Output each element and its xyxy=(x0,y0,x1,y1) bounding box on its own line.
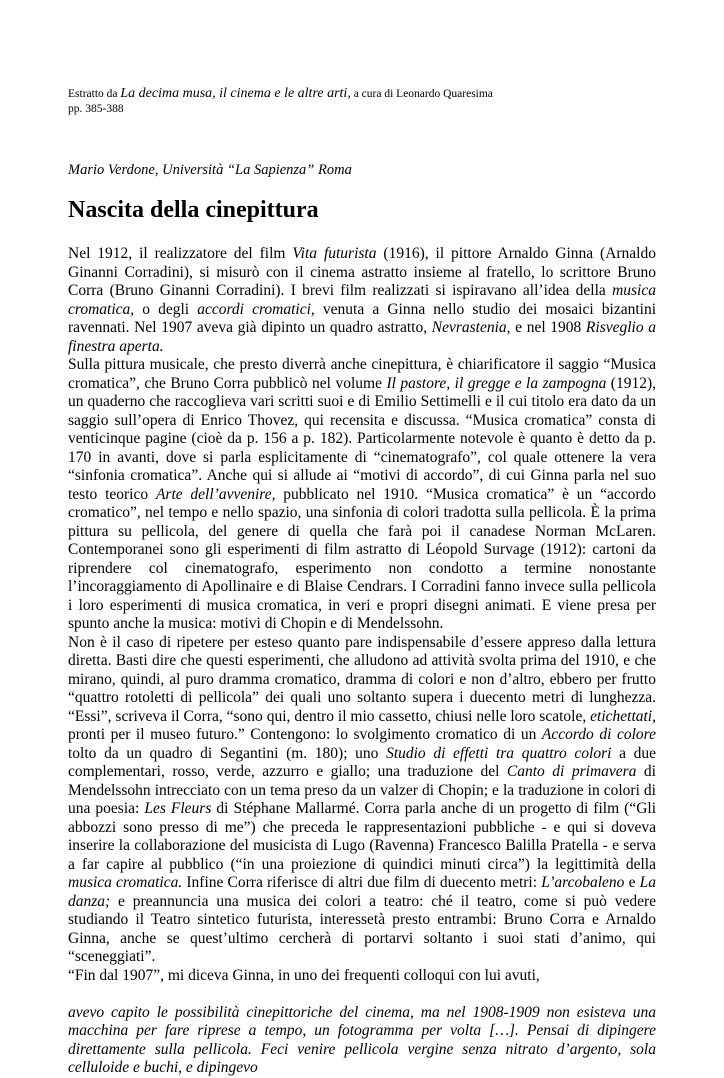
italic-run: L’arcobaleno xyxy=(541,874,625,891)
text-run: Sulla pittura musicale, che presto diverrà anche cinepittura, è chiarificatore il saggio “Musica cromatica”, che Bruno Corra pubblicò nel volume xyxy=(68,356,656,392)
text-run: pubblicato nel 1910. “Musica cromatica” è un “accordo cromatico”, nel tempo e nello spazio, una sinfonia di colori tradotta sulla pellicola. È la prima pittura su pellicola, del genere di quella che farà poi il canadese Norman McLaren. Contemporanei sono gli esperimenti di film astratto di Léopold Survage (1912): cartoni da riprendere col cinematografo, esperimento non condotto a termine nonostante l’incoraggiamento di Apollinaire e di Blaise Cendrars. I Corradini fanno invece sulla pellicola i loro esperimenti di musica cromatica, in veri e propri disegni animati. E viene presa per spunto anche la musica: motivi di Chopin e di Mendelssohn. xyxy=(68,485,657,632)
italic-run: Studio di effetti tra quattro colori xyxy=(386,744,612,762)
italic-run: accordi cromatici, xyxy=(197,300,315,318)
paragraph xyxy=(68,634,656,967)
italic-run: Nevrastenia, xyxy=(431,319,511,336)
italic-run: Arte dell’avvenire, xyxy=(155,485,276,503)
article-body xyxy=(68,245,656,1078)
text-run: Non è il caso di ripetere per esteso quanto pare indispensabile d’essere appreso dalla lettura diretta. Basti dire che questi esperimenti, che alludono ad attività svolta prima del 1910, e che mirano, quindi, al puro dramma cromatico, dramma di colori e non d’altro, ebbero per frutto “quattro rotoletti di pellicola” dei quali uno soltanto supera i duecento metri di lunghezza. “Essi”, scriveva il Corra, “sono qui, dentro il mio cassetto, chiusi nelle loro scatole, xyxy=(68,633,656,725)
page-range: pp. 385-388 xyxy=(68,103,124,115)
book-title: La decima musa, il cinema e le altre arti, xyxy=(120,86,351,101)
italic-run: Les Fleurs xyxy=(144,800,212,817)
text-run: e xyxy=(624,874,640,891)
text-run: Nel 1912, il realizzatore del film xyxy=(68,245,293,262)
italic-run: musica cromatica, xyxy=(68,282,656,318)
text-run: di Stéphane Mallarmé. Corra parla anche di un progetto di film (“Gli abbozzi sono presso di me”) che preceda le rappresentazioni pubbliche - e qui si doveva inserire la collaborazione del musicista di Lugo (Ravenna) Francesco Balilla Pratella - e serva a far capire al pubblico (“in una proiezione di quindici minuti circa”) la legittimità della xyxy=(68,800,657,873)
text-run: venuta a Ginna nello studio dei mosaici bizantini ravennati. Nel 1907 aveva già dipinto un quadro astratto, xyxy=(68,300,656,336)
text-run: (1912), un quaderno che raccoglieva vari scritti suoi e di Emilio Settimelli e il cui titolo era dato da un saggio sull’opera di Enrico Thovez, qui recensita e discussa. “Musica cromatica” consta di venticinque pagine (cioè da p. 156 a p. 182). Particolarmente notevole è quanto è detto da p. 170 in avanti, dove si parla esplicitamente di “cinematografo”, col quale ottenere la vera “sinfonia cromatica”. Anche qui si allude ai “motivi di accordo”, di cui Ginna parla nel suo testo teorico xyxy=(68,374,657,503)
italic-run: Canto di primavera xyxy=(506,763,637,780)
editor-credit: a cura di Leonardo Quaresima xyxy=(350,88,493,100)
block-quote: avevo capito le possibilità cinepittoriche del cinema, ma nel 1908-1909 non esisteva una macchina per fare riprese a tempo, un fotogramma per volta […]. Pensai di dipingere direttamente sulla pellicola. Feci venire pellicola vergine senza nitrato d’argento, sola celluloide e buchi, e dipingevo xyxy=(68,1003,656,1076)
text-run: (1916), il pittore Arnaldo Ginna (Arnaldo Ginanni Corradini), si misurò con il cinema astratto insieme al fratello, lo scrittore Bruno Corra (Bruno Ginanni Corradini). I brevi film realizzati si ispiravano all’idea della xyxy=(68,245,656,299)
source-prefix: Estratto da xyxy=(68,88,121,100)
text-run: pronti per il museo futuro.” Contengono: lo svolgimento cromatico di un xyxy=(68,726,542,743)
source-citation xyxy=(68,86,656,117)
italic-run: Accordo di colore xyxy=(541,726,656,743)
italic-run: Vita futurista xyxy=(292,245,377,262)
text-run: tolto da un quadro di Segantini (m. 180); uno xyxy=(68,744,387,762)
paragraph xyxy=(68,245,656,356)
document-page xyxy=(68,86,657,1076)
article-title: Nascita della cinepittura xyxy=(68,197,319,223)
author-line: Mario Verdone, Università “La Sapienza” Roma xyxy=(68,162,352,178)
text-run: di Mendelssohn intrecciato con un tema preso da un valzer di Chopin; e la traduzione in colori di una poesia: xyxy=(68,763,656,817)
text-run: e nel 1908 xyxy=(510,319,586,336)
text-run: o degli xyxy=(134,300,198,318)
italic-run: musica cromatica. xyxy=(68,874,183,891)
paragraph xyxy=(68,356,656,634)
text-run: Infine Corra riferisce di altri due film di duecento metri: xyxy=(182,874,542,891)
italic-run: La danza; xyxy=(68,874,656,910)
italic-run: Risveglio a finestra aperta. xyxy=(68,319,656,355)
text-run: e preannuncia una musica dei colori a teatro: ché il teatro, come si può vedere studiando il Teatro sintetico futurista, interessetà presto entrambi: Bruno Corra e Arnaldo Ginna, anche se quest’ultimo cercherà di portarvi soltanto i suoi stati d’animo, qui “sceneggiati”. xyxy=(68,892,656,965)
italic-run: etichettati, xyxy=(590,707,656,725)
text-run: a due complementari, rosso, verde, azzurro e giallo; una traduzione del xyxy=(68,744,656,780)
italic-run: Il pastore, il gregge e la zampogna xyxy=(386,374,607,392)
text-run: “Fin dal 1907”, mi diceva Ginna, in uno dei frequenti colloqui con lui avuti, xyxy=(68,966,540,984)
paragraph xyxy=(68,967,656,986)
